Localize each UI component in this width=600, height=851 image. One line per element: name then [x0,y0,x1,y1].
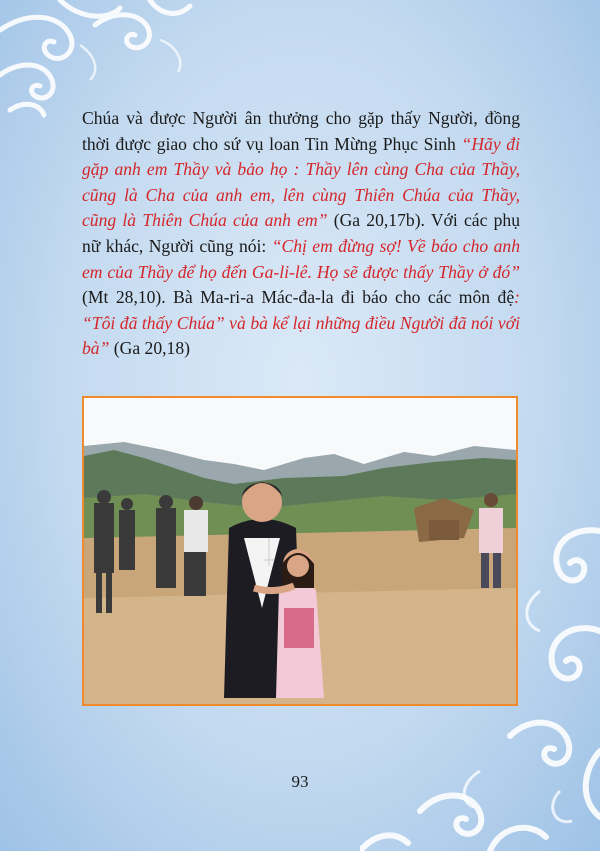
paragraph-text: (Mt 28,10). Bà Ma-ri-a Mác-đa-la đi báo cho các môn đệ [82,287,515,308]
photo-frame [82,396,518,706]
paragraph-text: (Ga 20,17b). Với các phụ nữ khác, Người cũng nói: [82,210,521,256]
body-paragraph [82,106,520,362]
scripture-quote: : “Tôi đã thấy Chúa” và bà kể lại những điều Người đã nói với bà” [82,287,520,359]
decorative-swirl-top-left [0,0,200,120]
paragraph-text: (Ga 20,18) [109,338,191,359]
paragraph-text: Chúa và được Người ân thưởng cho gặp thấy Người, đồng thời được giao cho sứ vụ loan Tin Mừng Phục Sinh [82,108,520,154]
page-number: 93 [291,772,309,791]
photo-nun-and-girl [84,398,516,704]
scripture-quote: “Chị em đừng sợ! Về báo cho anh em của Thầy để họ đến Ga-li-lê. Họ sẽ được thấy Thầy ở đó” [82,235,520,282]
scripture-quote: “Hãy đi gặp anh em Thầy và bảo họ : Thầy lên cùng Cha của Thầy, cũng là Cha của anh em, lên cùng Thiên Chúa của Thầy, cũng là Thiên Chúa của anh em” [82,133,520,231]
